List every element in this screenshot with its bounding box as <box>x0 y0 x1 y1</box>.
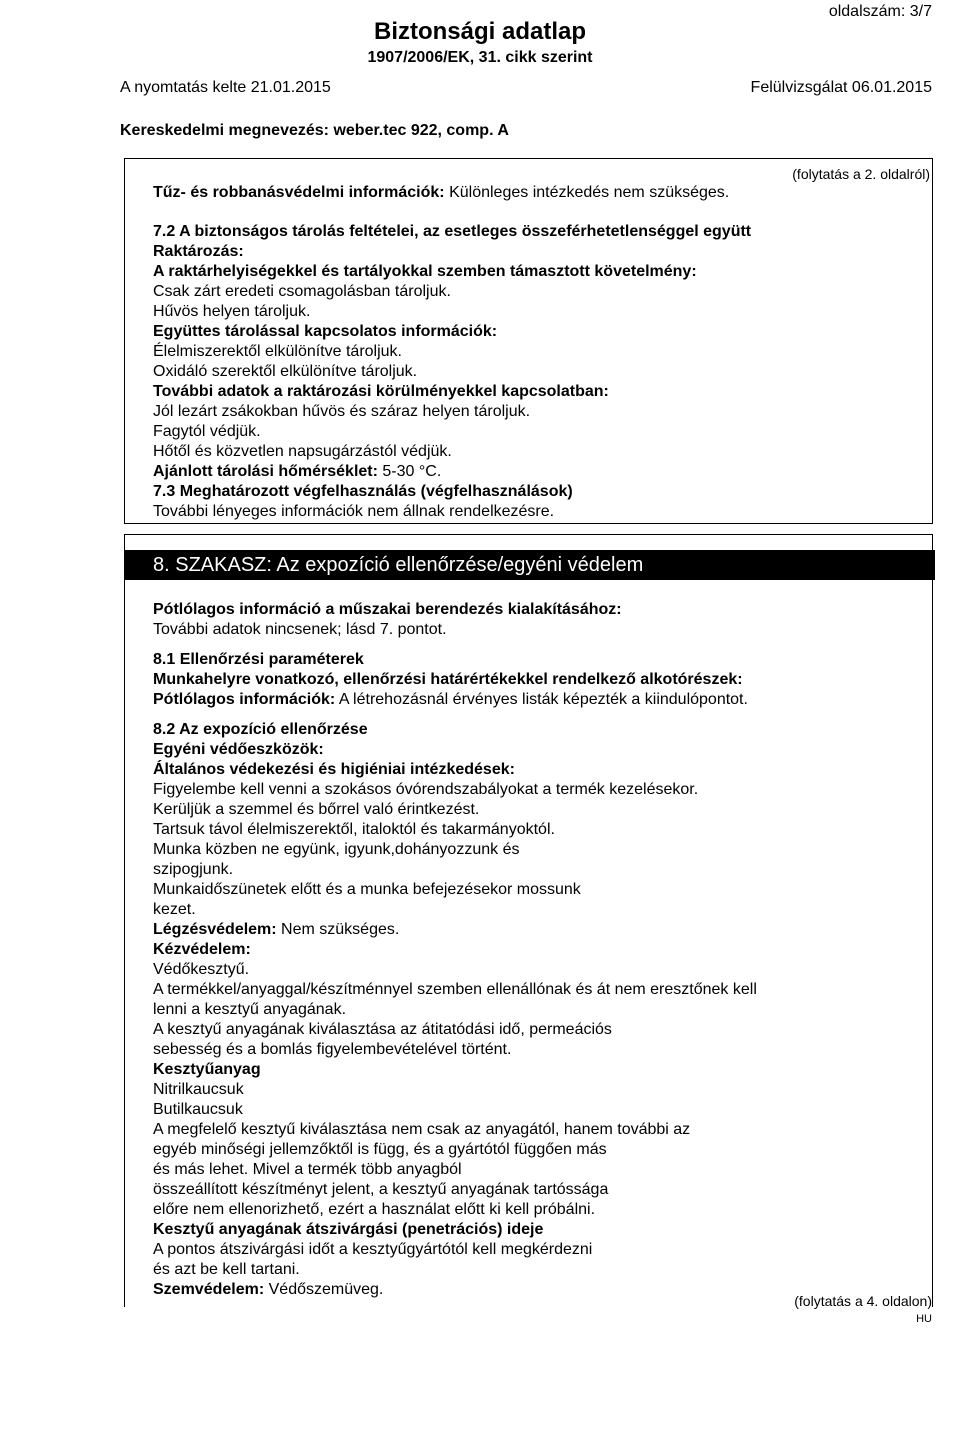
continued-from-note: (folytatás a 2. oldalról) <box>792 166 930 182</box>
hygiene-2: Kerüljük a szemmel és bőrrel való érintkezést. <box>153 801 480 818</box>
glove-material-label: Kesztyűanyag <box>153 1061 261 1078</box>
revision-date: Felülvizsgálat 06.01.2015 <box>750 79 932 96</box>
hygiene-3: Tartsuk távol élelmiszerektől, italoktól és takarmányoktól. <box>153 821 555 838</box>
trade-name: Kereskedelmi megnevezés: weber.tec 922, comp. A <box>120 122 509 139</box>
glove-selection-d: összeállított készítményt jelent, a kesztyű anyagának tartóssága <box>153 1181 609 1198</box>
further-storage-1: Jól lezárt zsákokban hűvös és száraz helyen tároljuk. <box>153 403 531 420</box>
glove-selection-b: egyéb minőségi jellemzőktől is függ, és a gyártótól függően más <box>153 1141 607 1158</box>
extra-info-text: A létrehozásnál érvényes listák képezték a kiindulópontot. <box>335 691 748 708</box>
respiratory-label: Légzésvédelem: <box>153 921 277 938</box>
storage-requirement-2: Hűvös helyen tároljuk. <box>153 303 311 320</box>
storage-temperature-line <box>153 462 441 482</box>
extra-info-line <box>153 690 748 710</box>
respiratory-line <box>153 920 399 940</box>
section-7-3-text: További lényeges információk nem állnak rendelkezésre. <box>153 503 555 520</box>
penetration-time-1: A pontos átszivárgási időt a kesztyűgyártótól kell megkérdezni <box>153 1241 593 1258</box>
hand-protection-1: Védőkesztyű. <box>153 961 250 978</box>
ppe-label: Egyéni védőeszközök: <box>153 741 324 758</box>
workplace-limits-label: Munkahelyre vonatkozó, ellenőrzési határértékekkel rendelkező alkotórészek: <box>153 671 743 688</box>
hygiene-4b: szipogjunk. <box>153 861 234 878</box>
fire-protection-text: Különleges intézkedés nem szükséges. <box>444 184 730 201</box>
section-7-3-title: 7.3 Meghatározott végfelhasználás (végfelhasználások) <box>153 483 573 500</box>
section-7-2-title: 7.2 A biztonságos tárolás feltételei, az esetleges összeférhetetlenséggel együtt <box>153 223 752 240</box>
engineering-extra-text: További adatok nincsenek; lásd 7. pontot. <box>153 621 447 638</box>
storage-temperature-value: 5-30 °C. <box>377 463 442 480</box>
document-title: Biztonsági adatlap <box>373 18 587 45</box>
section-8-2-title: 8.2 Az expozíció ellenőrzése <box>153 721 368 738</box>
hygiene-5a: Munkaidőszünetek előtt és a munka befejezésekor mossunk <box>153 881 581 898</box>
continued-to-note: (folytatás a 4. oldalon) <box>794 1293 932 1309</box>
section-8-1-title: 8.1 Ellenőrzési paraméterek <box>153 651 364 668</box>
storage-temperature-label: Ajánlott tárolási hőmérséklet: <box>153 463 378 480</box>
extra-info-label: Pótlólagos információk: <box>153 691 336 708</box>
hygiene-label: Általános védekezési és higiéniai intézkedések: <box>153 761 515 778</box>
hygiene-1: Figyelembe kell venni a szokásos óvórendszabályokat a termék kezelésekor. <box>153 781 699 798</box>
joint-storage-2: Oxidáló szerektől elkülönítve tároljuk. <box>153 363 418 380</box>
hand-protection-3b: sebesség és a bomlás figyelembevételével történt. <box>153 1041 512 1058</box>
hygiene-4a: Munka közben ne együnk, igyunk,dohányozzunk és <box>153 841 520 858</box>
hand-protection-2a: A termékkel/anyaggal/készítménnyel szemben ellenállónak és át nem eresztőnek kell <box>153 981 757 998</box>
hand-protection-label: Kézvédelem: <box>153 941 251 958</box>
document-subtitle: 1907/2006/EK, 31. cikk szerint <box>367 49 593 66</box>
glove-selection-c: és más lehet. Mivel a termék több anyagból <box>153 1161 462 1178</box>
further-storage-2: Fagytól védjük. <box>153 423 261 440</box>
storage-requirement-label: A raktárhelyiségekkel és tartályokkal szemben támasztott követelmény: <box>153 263 697 280</box>
storage-label: Raktározás: <box>153 243 244 260</box>
storage-requirement-1: Csak zárt eredeti csomagolásban tároljuk. <box>153 283 451 300</box>
eye-protection-text: Védőszemüveg. <box>264 1281 384 1298</box>
respiratory-text: Nem szükséges. <box>276 921 400 938</box>
section-8-heading: 8. SZAKASZ: Az expozíció ellenőrzése/egyéni védelem <box>125 550 935 580</box>
glove-selection-a: A megfelelő kesztyű kiválasztása nem csak az anyagától, hanem további az <box>153 1121 691 1138</box>
hand-protection-3a: A kesztyű anyagának kiválasztása az átitatódási idő, permeációs <box>153 1021 612 1038</box>
hand-protection-2b: lenni a kesztyű anyagának. <box>153 1001 347 1018</box>
joint-storage-label: Együttes tárolással kapcsolatos információk: <box>153 323 498 340</box>
fire-protection-label: Tűz- és robbanásvédelmi információk: <box>153 184 445 201</box>
penetration-time-2: és azt be kell tartani. <box>153 1261 300 1278</box>
glove-material-2: Butilkaucsuk <box>153 1101 243 1118</box>
eye-protection-line <box>153 1280 383 1300</box>
print-date: A nyomtatás kelte 21.01.2015 <box>120 79 331 96</box>
fire-protection-line <box>153 183 729 203</box>
glove-selection-e: előre nem ellenorizhető, ezért a használat előtt ki kell próbálni. <box>153 1201 596 1218</box>
eye-protection-label: Szemvédelem: <box>153 1281 265 1298</box>
page-number: oldalszám: 3/7 <box>828 3 932 20</box>
further-storage-3: Hőtől és közvetlen napsugárzástól védjük. <box>153 443 452 460</box>
penetration-time-label: Kesztyű anyagának átszivárgási (penetrációs) ideje <box>153 1221 544 1238</box>
engineering-extra-label: Pótlólagos információ a műszakai berendezés kialakításához: <box>153 601 622 618</box>
joint-storage-1: Élelmiszerektől elkülönítve tároljuk. <box>153 343 402 360</box>
language-code: HU <box>916 1313 932 1325</box>
further-storage-label: További adatok a raktározási körülményekkel kapcsolatban: <box>153 383 609 400</box>
hygiene-5b: kezet. <box>153 901 196 918</box>
glove-material-1: Nitrilkaucsuk <box>153 1081 244 1098</box>
